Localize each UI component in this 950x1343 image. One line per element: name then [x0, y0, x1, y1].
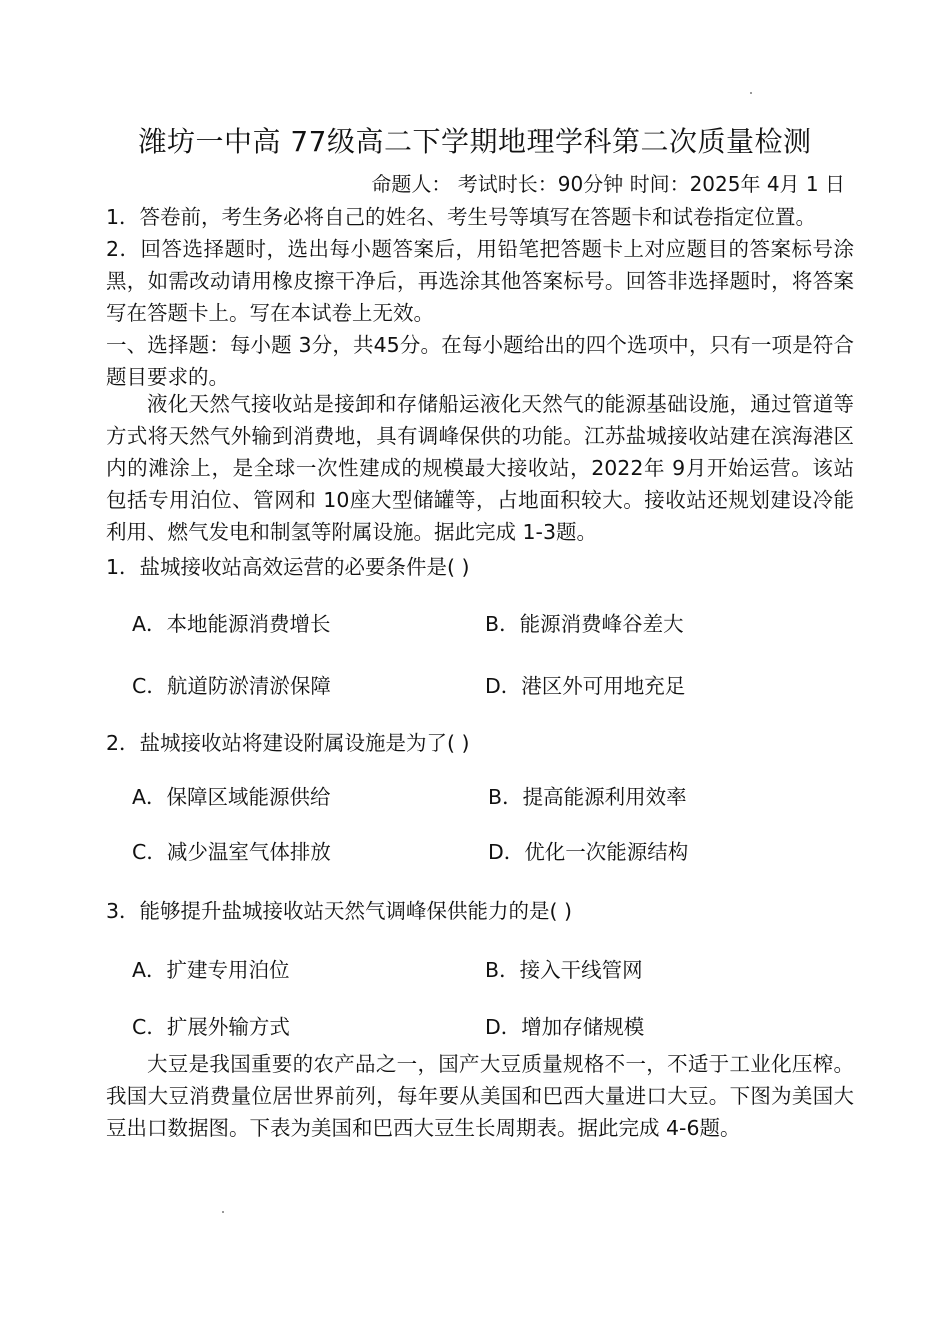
question-3-stem: 3．能够提升盐城接收站天然气调峰保供能力的是( )	[106, 899, 573, 923]
question-2-option-a[interactable]: A．保障区域能源供给	[132, 785, 331, 809]
question-2-option-d[interactable]: D．优化一次能源结构	[488, 840, 689, 864]
question-3-option-b[interactable]: B．接入干线管网	[485, 958, 643, 982]
question-3-option-a[interactable]: A．扩建专用泊位	[132, 958, 290, 982]
question-3-option-d[interactable]: D．增加存储规模	[485, 1015, 645, 1039]
page-title: 潍坊一中高 77级高二下学期地理学科第二次质量检测	[138, 125, 812, 158]
passage-lng: 液化天然气接收站是接卸和存储船运液化天然气的能源基础设施，通过管道等方式将天然气外输到消费地，具有调峰保供的功能。江苏盐城接收站建在滨海港区内的滩涂上，是全球一次性建成的规模最大接收站，2022年 9月开始运营。该站包括专用泊位、管网和 10座大型储罐等，占地面积较大。接收站还规划建设冷能利用、燃气发电和制氢等附属设施。据此完成 1-3题。	[106, 392, 854, 544]
section-heading: 一、选择题：每小题 3分，共45分。在每小题给出的四个选项中，只有一项是符合题目要求的。	[106, 333, 854, 389]
question-1-option-d[interactable]: D．港区外可用地充足	[485, 674, 686, 698]
instruction-1: 1．答卷前，考生务必将自己的姓名、考生号等填写在答题卡和试卷指定位置。	[106, 205, 817, 229]
question-1-option-b[interactable]: B．能源消费峰谷差大	[485, 612, 684, 636]
passage-soybean: 大豆是我国重要的农产品之一，国产大豆质量规格不一，不适于工业化压榨。我国大豆消费量位居世界前列，每年要从美国和巴西大量进口大豆。下图为美国大豆出口数据图。下表为美国和巴西大豆生长周期表。据此完成 4-6题。	[106, 1052, 854, 1140]
scan-dot	[750, 92, 752, 94]
question-3-option-c[interactable]: C．扩展外输方式	[132, 1015, 290, 1039]
question-2-stem: 2．盐城接收站将建设附属设施是为了( )	[106, 731, 470, 755]
instruction-2: 2．回答选择题时，选出每小题答案后，用铅笔把答题卡上对应题目的答案标号涂黑，如需改动请用橡皮擦干净后，再选涂其他答案标号。回答非选择题时，将答案写在答题卡上。写在本试卷上无效。	[106, 237, 854, 325]
question-1-option-a[interactable]: A．本地能源消费增长	[132, 612, 331, 636]
exam-meta-line: 命题人： 考试时长：90分钟 时间：2025年 4月 1 日	[371, 172, 845, 196]
question-1-option-c[interactable]: C．航道防淤清淤保障	[132, 674, 331, 698]
question-1-stem: 1．盐城接收站高效运营的必要条件是( )	[106, 555, 470, 579]
question-2-option-b[interactable]: B．提高能源利用效率	[488, 785, 687, 809]
question-2-option-c[interactable]: C．减少温室气体排放	[132, 840, 331, 864]
scan-dot	[222, 1211, 224, 1213]
